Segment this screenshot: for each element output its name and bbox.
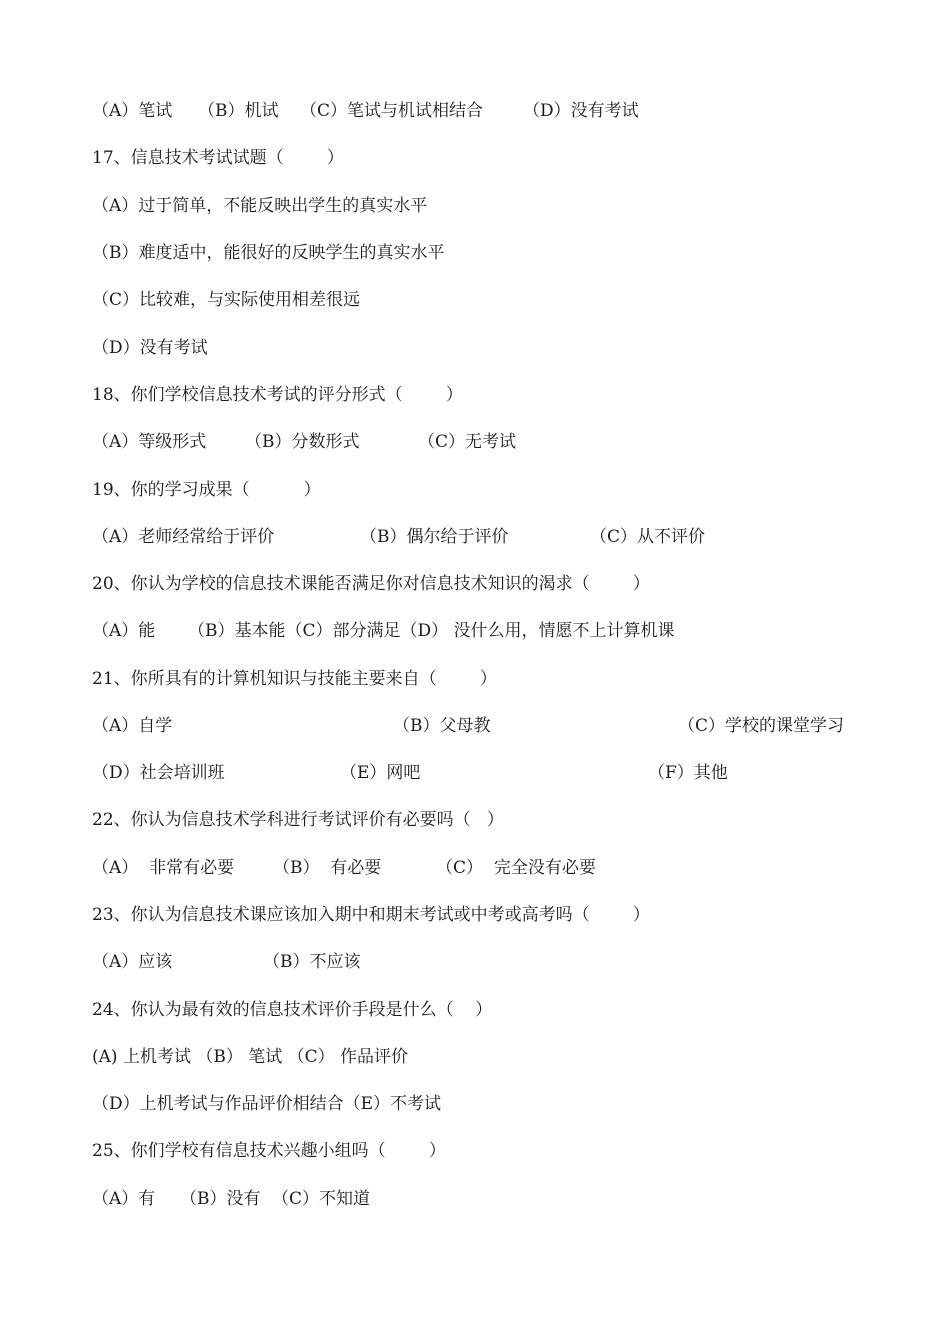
option-text: （D）社会培训班 <box>92 763 225 783</box>
option-text: （A）等级形式 <box>92 432 207 452</box>
option-text: （B）偶尔给于评价 <box>360 527 509 547</box>
question-text: 23、你认为信息技术课应该加入期中和期末考试或中考或高考吗（ ） <box>92 905 650 925</box>
option-text: （B）分数形式 <box>245 432 360 452</box>
question-text: 22、你认为信息技术学科进行考试评价有必要吗（ ） <box>92 810 504 830</box>
question-text: 21、你所具有的计算机知识与技能主要来自（ ） <box>92 669 497 689</box>
option-text: （B）难度适中，能很好的反映学生的真实水平 <box>92 243 445 263</box>
option-text: （D）没有考试 <box>523 101 639 121</box>
option-text: （A）笔试 <box>92 101 173 121</box>
option-text: （E）网吧 <box>340 763 421 783</box>
question-text: 19、你的学习成果（ ） <box>92 480 321 500</box>
option-text: （C）比较难，与实际使用相差很远 <box>92 290 361 310</box>
option-text: （A）自学 <box>92 716 173 736</box>
option-text: （B）机试 <box>198 101 279 121</box>
question-text: 20、你认为学校的信息技术课能否满足你对信息技术知识的渴求（ ） <box>92 574 650 594</box>
option-text: (A) 上机考试 （B） 笔试 （C） 作品评价 <box>92 1047 409 1067</box>
option-text: （C） 完全没有必要 <box>436 858 596 878</box>
option-text: （A）应该 <box>92 952 173 972</box>
option-text: （C）笔试与机试相结合 <box>300 101 484 121</box>
option-text: （F）其他 <box>648 763 728 783</box>
question-text: 17、信息技术考试试题（ ） <box>92 148 344 168</box>
option-text: （C）无考试 <box>418 432 517 452</box>
question-text: 24、你认为最有效的信息技术评价手段是什么（ ） <box>92 1000 493 1020</box>
option-text: （B）父母教 <box>393 716 491 736</box>
option-text: （B）不应该 <box>263 952 361 972</box>
option-text: （A） 非常有必要 <box>92 858 235 878</box>
option-text: （A）能 <box>92 621 156 641</box>
question-text: 18、你们学校信息技术考试的评分形式（ ） <box>92 385 463 405</box>
option-text: （B）基本能（C）部分满足（D） 没什么用，情愿不上计算机课 <box>188 621 675 641</box>
option-text: （A）有 <box>92 1189 156 1209</box>
option-text: （C）不知道 <box>272 1189 371 1209</box>
option-text: （C）从不评价 <box>590 527 706 547</box>
option-text: （A）过于简单，不能反映出学生的真实水平 <box>92 196 428 216</box>
option-text: （D）没有考试 <box>92 338 208 358</box>
question-text: 25、你们学校有信息技术兴趣小组吗（ ） <box>92 1141 446 1161</box>
option-text: （A）老师经常给于评价 <box>92 527 275 547</box>
option-text: （B）没有 <box>180 1189 261 1209</box>
option-text: （B） 有必要 <box>273 858 382 878</box>
option-text: （C）学校的课堂学习 <box>678 716 845 736</box>
option-text: （D）上机考试与作品评价相结合（E）不考试 <box>92 1094 442 1114</box>
